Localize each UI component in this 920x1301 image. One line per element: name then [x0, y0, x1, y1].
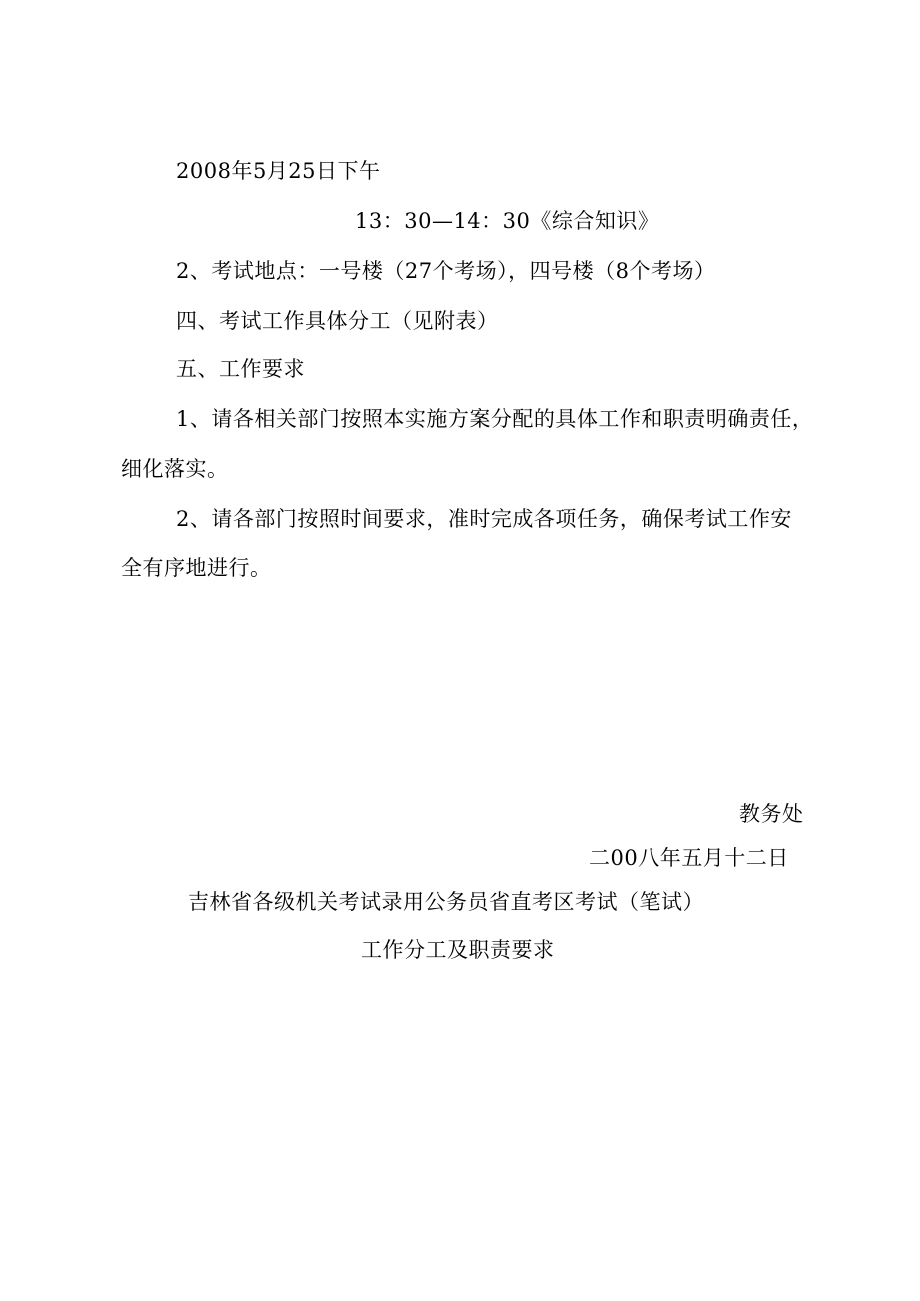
- requirement-two-line2: 全有序地进行。: [121, 556, 272, 580]
- exam-location-line: 2、考试地点：一号楼（27个考场），四号楼（8个考场）: [176, 259, 716, 283]
- attachment-title-line2: 工作分工及职责要求: [361, 938, 555, 962]
- section-four-heading: 四、考试工作具体分工（见附表）: [176, 309, 499, 333]
- requirement-one-line2: 细化落实。: [121, 457, 229, 481]
- attachment-title-line1: 吉林省各级机关考试录用公务员省直考区考试（笔试）: [188, 890, 704, 914]
- signature-department: 教务处: [739, 802, 804, 826]
- exam-date-line: 2008年5月25日下午: [176, 159, 381, 183]
- signature-date: 二00八年五月十二日: [589, 846, 789, 870]
- section-five-heading: 五、工作要求: [176, 357, 305, 381]
- exam-time-line: 13：30—14：30《综合知识》: [355, 209, 660, 233]
- requirement-two-line1: 2、请各部门按照时间要求，准时完成各项任务，确保考试工作安: [176, 507, 792, 531]
- requirement-one-line1: 1、请各相关部门按照本实施方案分配的具体工作和职责明确责任，: [176, 407, 814, 431]
